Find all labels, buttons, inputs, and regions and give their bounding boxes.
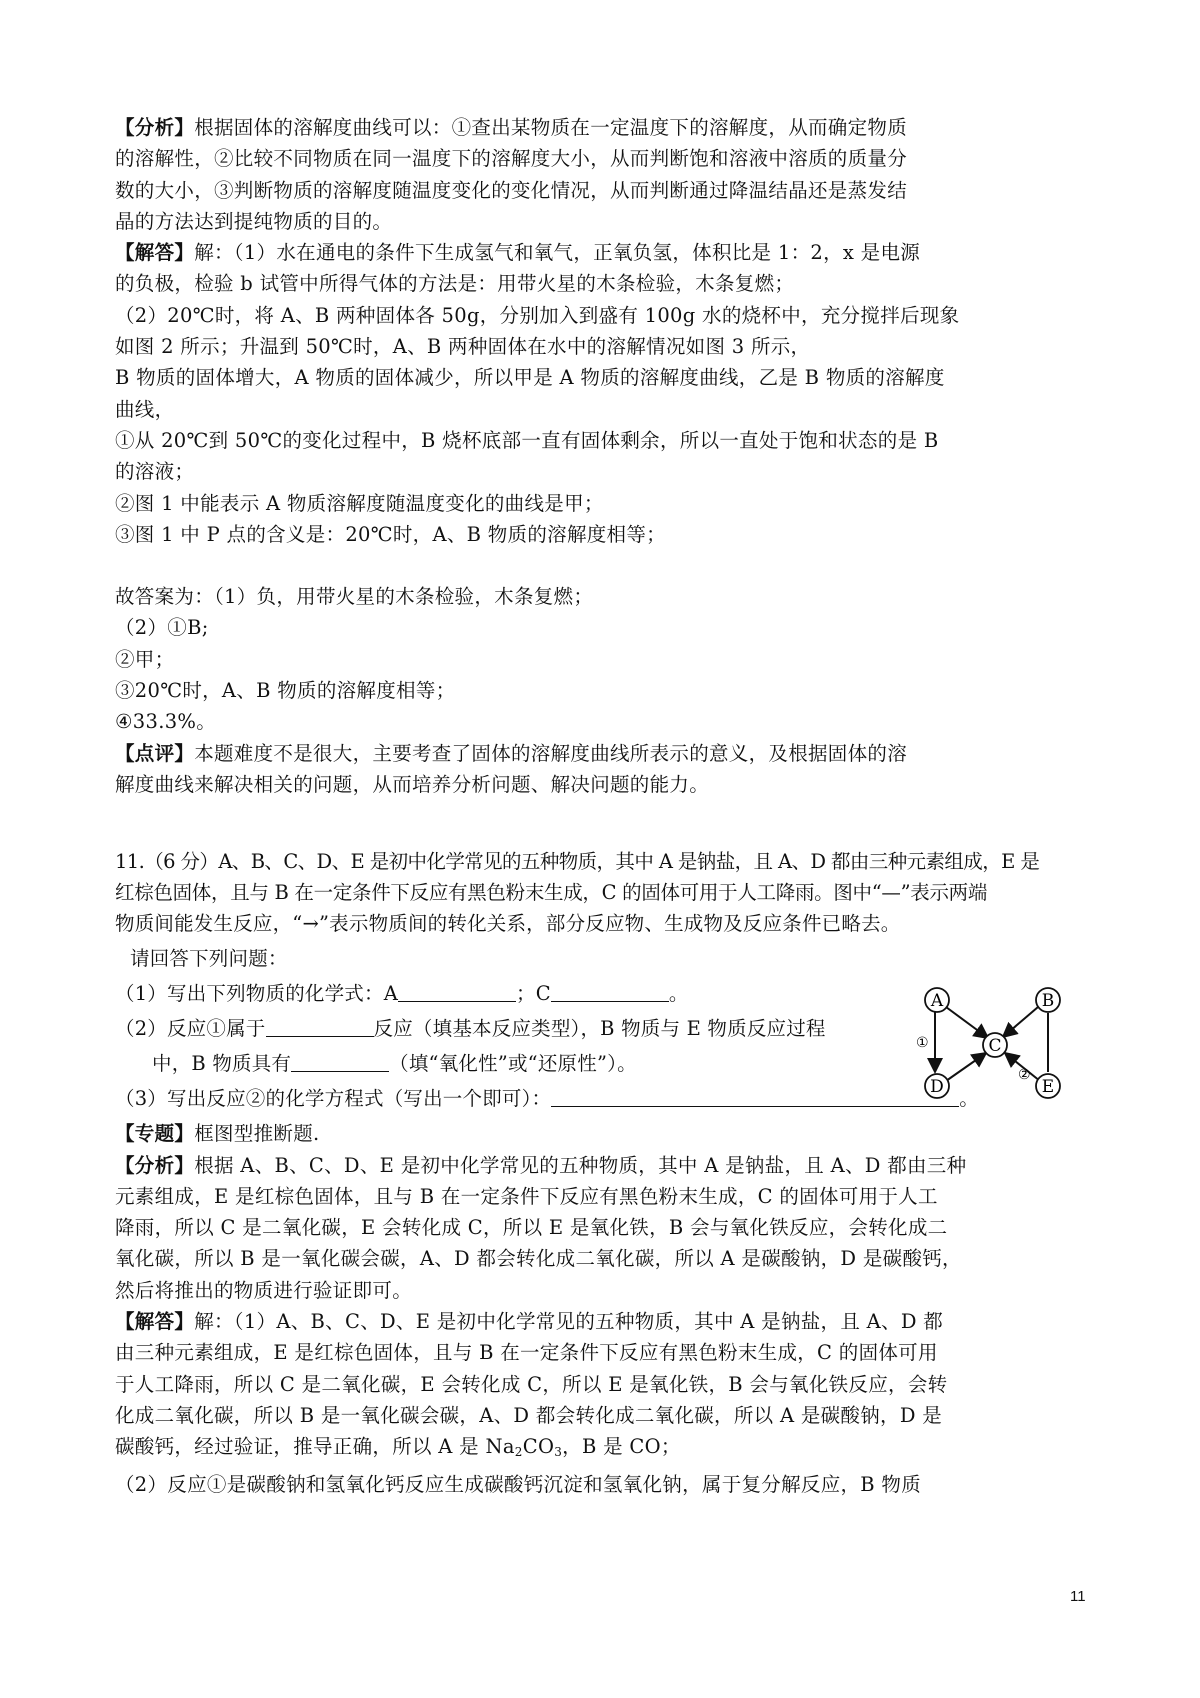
answer-blank-a[interactable] [398,981,516,1002]
svg-text:B: B [1041,991,1055,1011]
answer-line: 的负极，检验 b 试管中所得气体的方法是：用带火星的木条检验，木条复燃； [115,272,795,296]
answer-line: ②图 1 中能表示 A 物质溶解度随温度变化的曲线是甲； [115,491,604,515]
svg-text:E: E [1041,1077,1055,1097]
final-answer-line: ④33.3%。 [115,710,217,734]
document-page [115,112,1095,1500]
analysis-line-4: 晶的方法达到提纯物质的目的。 [115,209,393,233]
edge-d-to-c [946,1053,986,1081]
answer-tag: 【解答】 [115,241,195,265]
final-answer-line: 故答案为：（1）负，用带火星的木条检验，木条复燃； [115,585,594,609]
analysis2-line: 然后将推出的物质进行验证即可。 [115,1278,413,1302]
analysis2-line: 氧化碳，所以 B 是一氧化碳会碳，A、D 都会转化成二氧化碳，所以 A 是碳酸钠，D 是碳酸钙， [115,1247,962,1271]
answer-line-1: 【解答】解：（1）水在通电的条件下生成氢气和氧气，正氧负氢，体积比是 1：2，x 是电源 [115,241,921,265]
svg-text:A: A [930,991,944,1011]
question-stem-line: 物质间能发生反应，“→”表示物质间的转化关系，部分反应物、生成物及反应条件已略去。 [115,912,901,936]
analysis2-line-1: 【分析】根据 A、B、C、D、E 是初中化学常见的五种物质，其中 A 是钠盐，且 A、D 都由三种 [115,1153,967,1177]
spacer [115,550,1095,581]
question-prompt: 请回答下列问题： [130,947,288,971]
comment-line-2: 解度曲线来解决相关的问题，从而培养分析问题、解决问题的能力。 [115,772,710,796]
analysis-tag: 【分析】 [115,116,195,139]
answer-line: 如图 2 所示；升温到 50℃时，A、B 两种固体在水中的溶解情况如图 3 所示， [115,335,811,359]
answer-blank-property[interactable] [291,1051,389,1072]
answer-line: 曲线， [115,397,175,421]
answer-line: ③图 1 中 P 点的含义是：20℃时，A、B 物质的溶解度相等； [115,522,666,546]
answer-line: B 物质的固体增大，A 物质的固体减少，所以甲是 A 物质的溶解度曲线，乙是 B 物质的溶解度 [115,366,945,390]
comment-line-1: 【点评】本题难度不是很大，主要考查了固体的溶解度曲线所表示的意义，及根据固体的溶 [115,741,908,765]
answer-blank-reaction-type[interactable] [266,1016,374,1037]
analysis-line-3: 数的大小，③判断物质的溶解度随温度变化的变化情况，从而判断通过降温结晶还是蒸发结 [115,178,908,202]
final-answer-line: （2）①B; [115,616,209,640]
sub-question-1: （1）写出下列物质的化学式：A ；C 。 [115,982,689,1006]
topic-line: 【专题】框图型推断题. [115,1122,320,1146]
question-stem-line: 11.（6 分）A、B、C、D、E 是初中化学常见的五种物质，其中 A 是钠盐，且 A、D 都由三种元素组成，E 是 [115,850,1040,874]
topic-tag: 【专题】 [115,1122,195,1146]
node-e [1036,1074,1060,1098]
answer2-line: （2）反应①是碳酸钠和氢氧化钙反应生成碳酸钙沉淀和氢氧化钠，属于复分解反应，B 物质 [115,1472,922,1496]
answer-tag: 【解答】 [115,1310,195,1334]
sub-question-3: （3）写出反应②的化学方程式（写出一个即可）： 。 [115,1087,979,1111]
node-a [925,988,949,1012]
answer-line: （2）20℃时，将 A、B 两种固体各 50g，分别加入到盛有 100g 水的烧杯中，充分搅拌后现象 [115,303,960,327]
final-answer-line: ②甲； [115,647,175,671]
node-b [1036,988,1060,1012]
page-number: 11 [1070,1588,1086,1605]
analysis-tag: 【分析】 [115,1153,195,1177]
node-d [925,1074,949,1098]
svg-text:D: D [930,1077,944,1097]
reaction-label-2: ② [1018,1067,1031,1083]
analysis-line-1: 【分析】根据固体的溶解度曲线可以：①查出某物质在一定温度下的溶解度，从而确定物质 [115,116,908,139]
answer2-line: 化成二氧化碳，所以 B 是一氧化碳会碳，A、D 都会转化成二氧化碳，所以 A 是碳酸钠，D 是 [115,1403,943,1427]
svg-text:C: C [988,1036,1002,1056]
sub-question-2: （2）反应①属于 反应（填基本反应类型），B 物质与 E 物质反应过程 [115,1017,826,1041]
answer-line: ①从 20℃到 50℃的变化过程中，B 烧杯底部一直有固体剩余，所以一直处于饱和状态的是 B [115,428,939,452]
answer2-line: 于人工降雨，所以 C 是二氧化碳，E 会转化成 C，所以 E 是氧化铁，B 会与氧化铁反应，会转 [115,1372,948,1396]
reaction-label-1: ① [916,1035,929,1051]
reaction-diagram [910,985,1065,1100]
sub-question-2b: 中，B 物质具有 （填“氧化性”或“还原性”）。 [152,1052,637,1076]
analysis2-line: 降雨，所以 C 是二氧化碳，E 会转化成 C，所以 E 是氧化铁，B 会与氧化铁反应，会转化成二 [115,1216,948,1240]
edge-a-to-c [946,1007,988,1038]
comment-tag: 【点评】 [115,741,195,765]
final-answer-line: ③20℃时，A、B 物质的溶解度相等； [115,679,456,703]
analysis2-line: 元素组成，E 是红棕色固体，且与 B 在一定条件下反应有黑色粉末生成，C 的固体可用于人工 [115,1184,938,1208]
node-c [983,1033,1007,1057]
answer-blank-equation[interactable] [551,1086,959,1107]
question-stem-line: 红棕色固体，且与 B 在一定条件下反应有黑色粉末生成，C 的固体可用于人工降雨。图中“—”表示两端 [115,881,988,905]
spacer [115,800,1095,846]
answer2-formula-line: 碳酸钙，经过验证，推导正确，所以 A 是 $Na_2CO_3$，B 是 CO； [115,1435,681,1460]
answer-line: 的溶液； [115,460,195,484]
answer2-line: 由三种元素组成，E 是红棕色固体，且与 B 在一定条件下反应有黑色粉末生成，C 的固体可用 [115,1341,938,1365]
edge-b-to-c [1003,1007,1038,1037]
answer2-line-1: 【解答】解：（1）A、B、C、D、E 是初中化学常见的五种物质，其中 A 是钠盐，且 A、D 都 [115,1310,944,1334]
answer-blank-c[interactable] [551,981,669,1002]
analysis-line-2: 的溶解性，②比较不同物质在同一温度下的溶解度大小，从而判断饱和溶液中溶质的质量分 [115,147,908,171]
